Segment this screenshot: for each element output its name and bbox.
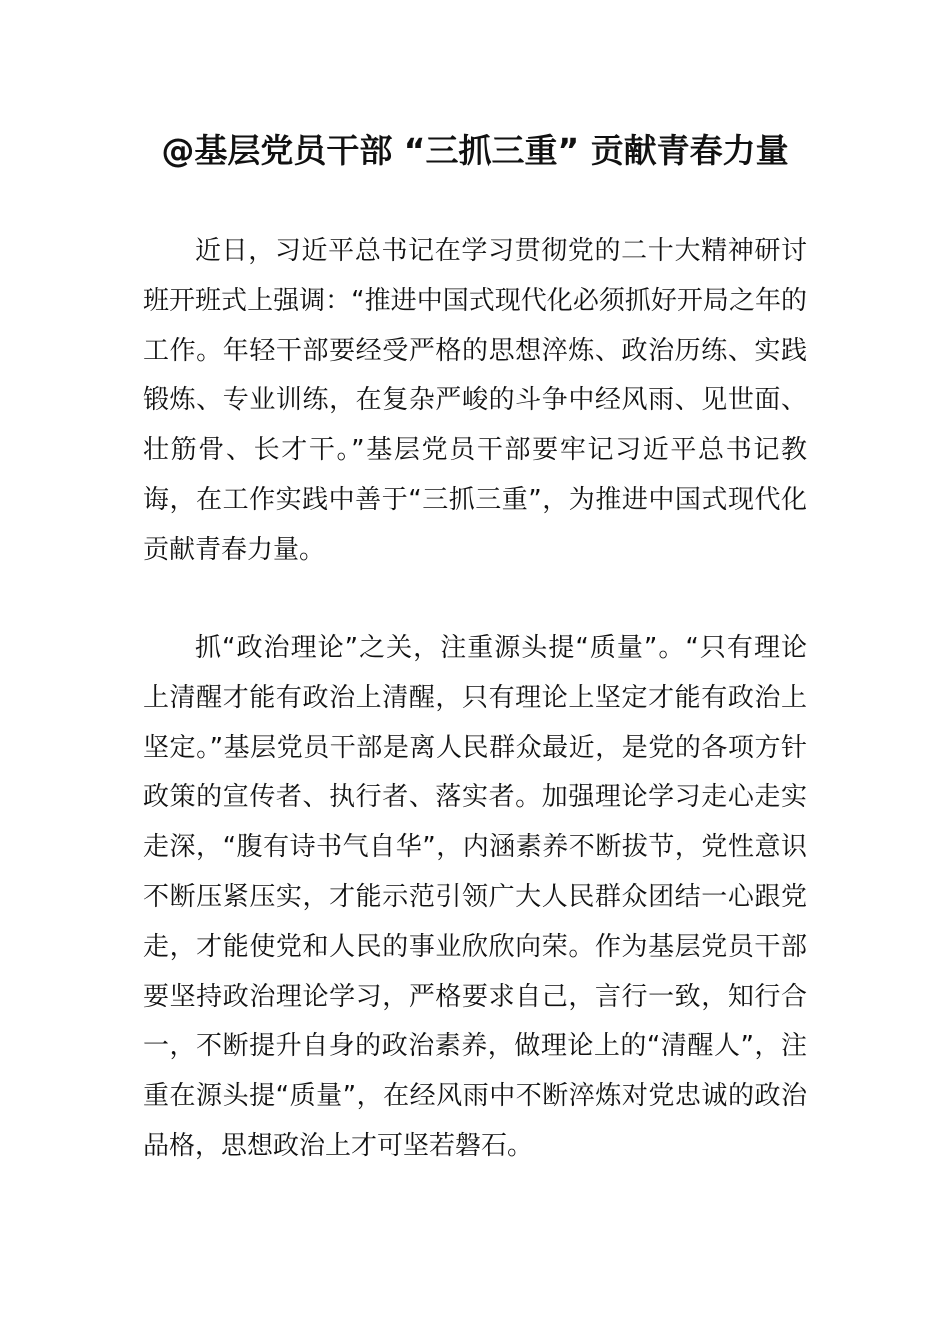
document-title: @基层党员干部 “三抓三重” 贡献青春力量 <box>161 131 789 170</box>
body-paragraph-intro: 近日，习近平总书记在学习贯彻党的二十大精神研讨班开班式上强调：“推进中国式现代化必须抓好开局之年的工作。年轻干部要经受严格的思想淬炼、政治历练、实践锻炼、专业训练，在复杂严峻的斗争中经风雨、见世面、壮筋骨、长才干。”基层党员干部要牢记习近平总书记教诲，在工作实践中善于“三抓三重”，为推进中国式现代化贡献青春力量。 <box>143 236 807 565</box>
body-paragraph-political-theory: 抓“政治理论”之关，注重源头提“质量”。“只有理论上清醒才能有政治上清醒，只有理论上坚定才能有政治上坚定。”基层党员干部是离人民群众最近，是党的各项方针政策的宣传者、执行者、落实者。加强理论学习走心走实走深，“腹有诗书气自华”，内涵素养不断拔节，党性意识不断压紧压实，才能示范引领广大人民群众团结一心跟党走，才能使党和人民的事业欣欣向荣。作为基层党员干部要坚持政治理论学习，严格要求自己，言行一致，知行合一，不断提升自身的政治素养，做理论上的“清醒人”，注重在源头提“质量”，在经风雨中不断淬炼对党忠诚的政治品格，思想政治上才可坚若磐石。 <box>143 633 807 1161</box>
